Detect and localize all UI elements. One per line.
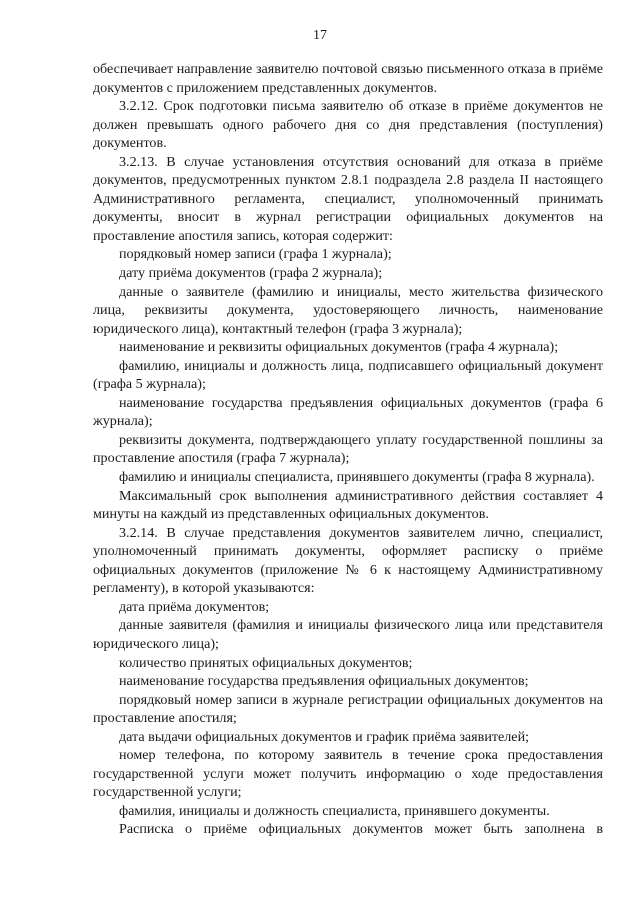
- document-body: [93, 60, 603, 839]
- list-item: фамилию, инициалы и должность лица, подписавшего официальный документ (графа 5 журнала);: [93, 357, 603, 393]
- list-item: номер телефона, по которому заявитель в течение срока предоставления государственной услуги может получить информацию о ходе предоставления государственной услуги;: [93, 747, 603, 801]
- list-item: дата выдачи официальных документов и график приёма заявителей;: [119, 728, 530, 745]
- list-item: фамилию и инициалы специалиста, принявшего документы (графа 8 журнала).: [119, 469, 595, 486]
- paragraph: 3.2.13. В случае установления отсутствия оснований для отказа в приёме документов, предусмотренных пунктом 2.8.1 подраздела 2.8 раздела II настоящего Административного регламента, специалист, уполномоченный принимать документы, вносит в журнал регистрации официальных документов на проставление апостиля запись, которая содержит:: [93, 153, 603, 244]
- list-item: наименование государства предъявления официальных документов (графа 6 журнала);: [93, 394, 603, 430]
- paragraph: 3.2.12. Срок подготовки письма заявителю об отказе в приёме документов не должен превышать одного рабочего дня со дня представления (поступления) документов.: [93, 98, 603, 152]
- list-item: данные о заявителе (фамилию и инициалы, место жительства физического лица, реквизиты документа, удостоверяющего личность, наименование юридического лица), контактный телефон (графа 3 журнала);: [93, 283, 603, 337]
- list-item: реквизиты документа, подтверждающего уплату государственной пошлины за проставление апостиля (графа 7 журнала);: [93, 431, 603, 467]
- list-item: количество принятых официальных документов;: [119, 654, 413, 671]
- list-item: данные заявителя (фамилия и инициалы физического лица или представителя юридического лица);: [93, 617, 603, 652]
- paragraph: Максимальный срок выполнения административного действия составляет 4 минуты на каждый из представленных официальных документов.: [93, 487, 603, 523]
- list-item: порядковый номер записи в журнале регистрации официальных документов на проставление апостиля;: [93, 691, 603, 727]
- paragraph: Расписка о приёме официальных документов может быть заполнена в: [119, 821, 603, 838]
- list-item: порядковый номер записи (графа 1 журнала);: [119, 246, 392, 263]
- page-number: 17: [313, 28, 327, 43]
- paragraph: обеспечивает направление заявителю почтовой связью письменного отказа в приёме документов с приложением представленных документов.: [93, 61, 603, 96]
- list-item: дату приёма документов (графа 2 журнала);: [119, 265, 383, 282]
- list-item: наименование государства предъявления официальных документов;: [119, 673, 529, 690]
- paragraph: 3.2.14. В случае представления документов заявителем лично, специалист, уполномоченный принимать документы, оформляет расписку о приёме официальных документов (приложение № 6 к настоящему Административному регламенту), в которой указываются:: [93, 524, 603, 597]
- list-item: наименование и реквизиты официальных документов (графа 4 журнала);: [119, 339, 559, 356]
- list-item: дата приёма документов;: [119, 598, 270, 615]
- list-item: фамилия, инициалы и должность специалиста, принявшего документы.: [119, 802, 550, 819]
